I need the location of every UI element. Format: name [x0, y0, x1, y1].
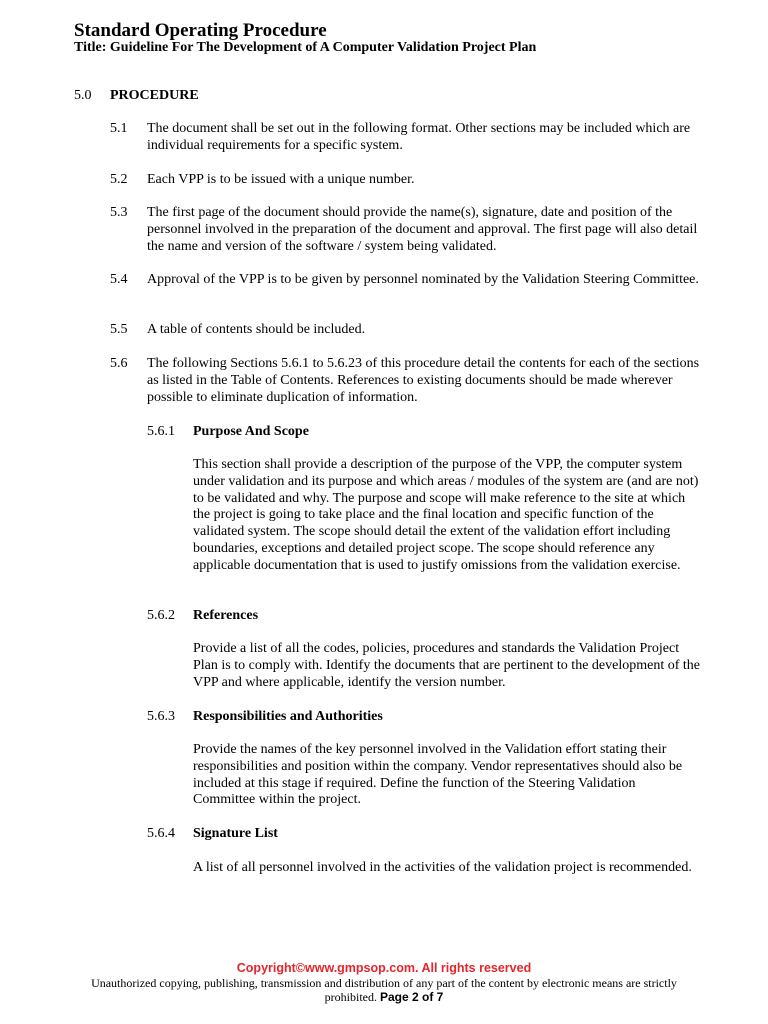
item-text: The first page of the document should provide the name(s), signature, date and position of the personnel involved in the preparation of the document and approval. The first page will also detail the name and version of the software / system being validated. [147, 205, 698, 254]
item-text: A table of contents should be included. [147, 322, 366, 337]
section-number: 5.0 [74, 88, 92, 103]
footer-copyright: Copyright©www.gmpsop.com. All rights reserved [236, 961, 532, 975]
subsection-number: 5.6.4 [147, 826, 175, 841]
page-number: Page 2 of 7 [379, 990, 444, 1004]
item-text: The following Sections 5.6.1 to 5.6.23 of this procedure detail the contents for each of the sections as listed in the Table of Contents. References to existing documents should be made wherever possible to eliminate duplication of information. [147, 356, 700, 405]
subsection-text: A list of all personnel involved in the activities of the validation project is recommended. [193, 860, 692, 875]
item-text: Approval of the VPP is to be given by personnel nominated by the Validation Steering Committee. [147, 272, 699, 287]
item-number: 5.6 [110, 356, 128, 371]
item-text: The document shall be set out in the following format. Other sections may be included which are individual requirements for a specific system. [147, 121, 691, 153]
item-number: 5.5 [110, 322, 128, 337]
footer-notice-text: Unauthorized copying, publishing, transmission and distribution of any part of the content by electronic means are strictly prohibited. [91, 976, 677, 1004]
item-number: 5.2 [110, 172, 128, 187]
subsection-number: 5.6.3 [147, 709, 175, 724]
document-title: Title: Guideline For The Development of A Computer Validation Project Plan [74, 40, 537, 55]
sop-title: Standard Operating Procedure [74, 20, 327, 41]
subsection-number: 5.6.2 [147, 608, 175, 623]
item-number: 5.4 [110, 272, 128, 287]
subsection-heading: Purpose And Scope [193, 424, 309, 439]
subsection-heading: Responsibilities and Authorities [193, 709, 383, 724]
item-number: 5.3 [110, 205, 128, 220]
subsection-text: Provide a list of all the codes, policies, procedures and standards the Validation Project Plan is to comply with. Identify the documents that are pertinent to the development of the VPP and where applicable, identify the version number. [193, 641, 700, 690]
item-number: 5.1 [110, 121, 128, 136]
footer-notice [84, 976, 684, 1004]
subsection-heading: References [193, 608, 259, 623]
subsection-text: Provide the names of the key personnel involved in the Validation effort stating their responsibilities and position within the company. Vendor representatives should also be included at this stage if required. Define the function of the Steering Validation Committee within the project. [193, 742, 683, 808]
item-text: Each VPP is to be issued with a unique number. [147, 172, 415, 187]
subsection-text: This section shall provide a description of the purpose of the VPP, the computer system under validation and its purpose and which areas / modules of the system are (and are not) to be validated and why. The purpose and scope will make reference to the site at which the project is going to take place and the final location and specific function of the validated system. The scope should detail the extent of the validation effort including boundaries, exceptions and detailed project scope. The scope should reference any applicable documentation that is used to justify omissions from the validation exercise. [193, 457, 699, 573]
subsection-heading: Signature List [193, 826, 278, 841]
subsection-number: 5.6.1 [147, 424, 175, 439]
section-heading: PROCEDURE [110, 88, 199, 103]
